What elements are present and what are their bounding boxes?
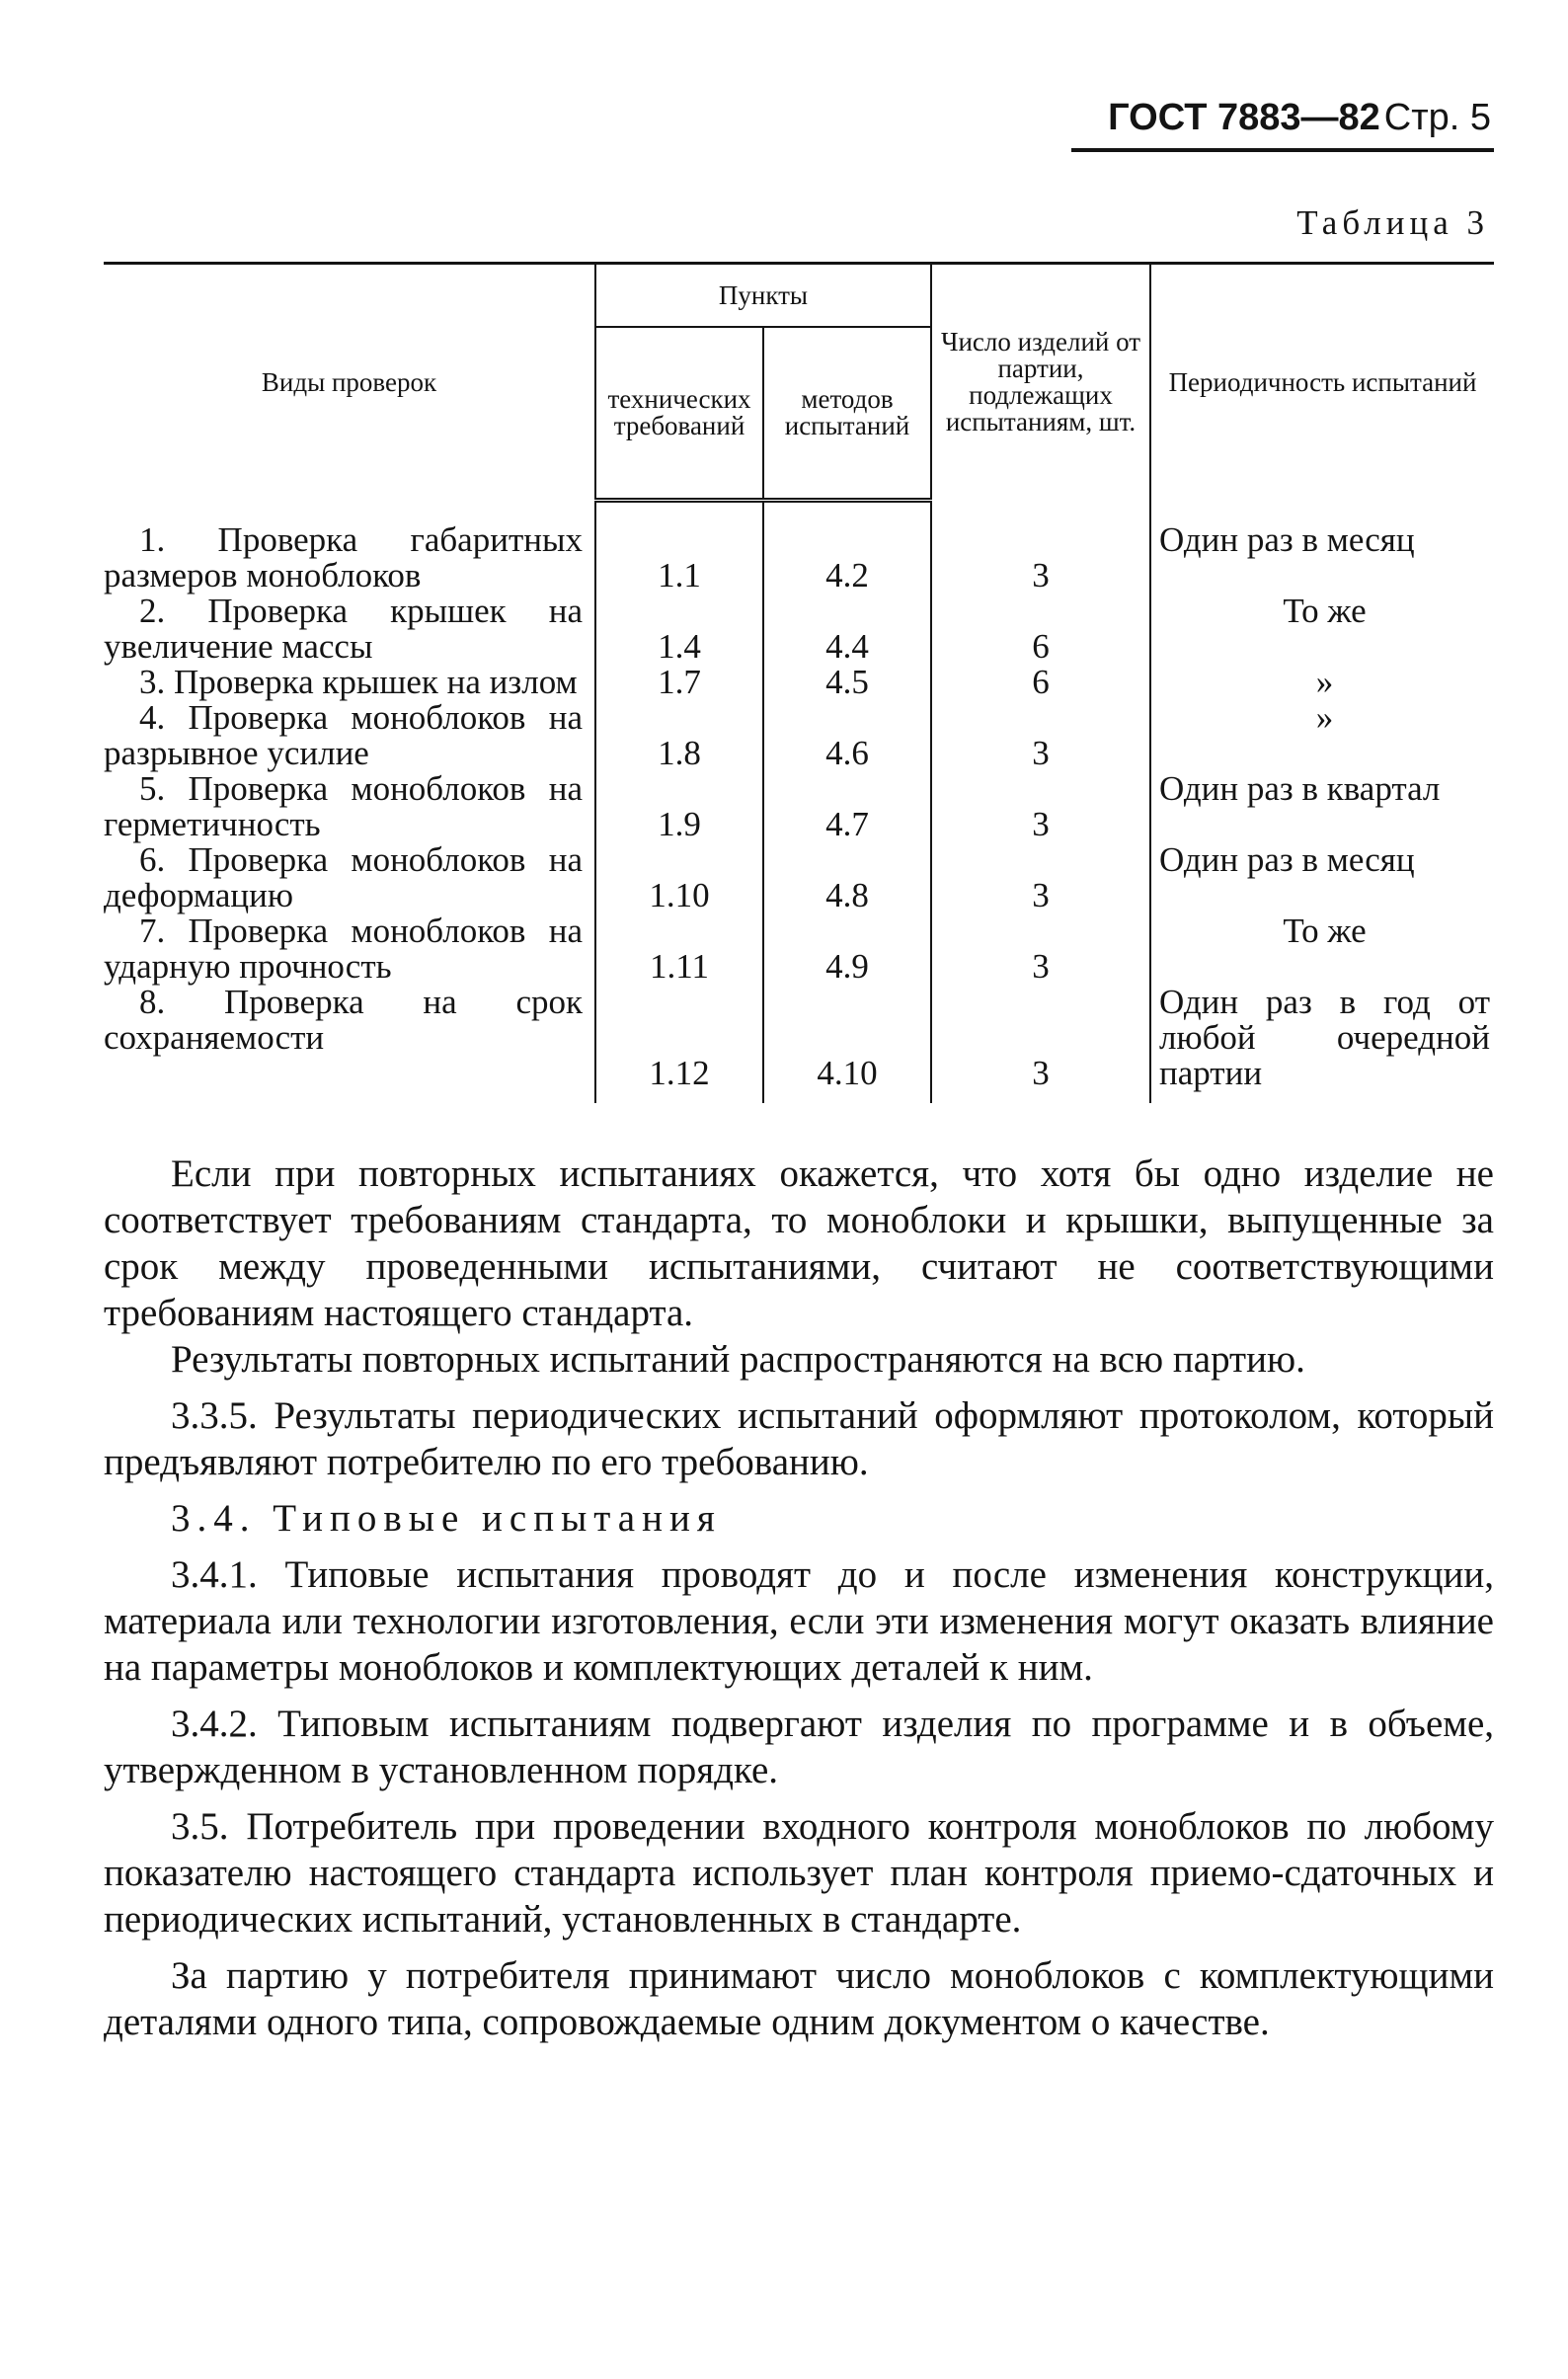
row-check-name: 1. Проверка габаритных размеров моноблоков [104,519,583,595]
row-check-name: 8. Проверка на срок сохраняемости [104,982,583,1057]
row-method-point: 4.4 [763,594,931,665]
section-heading-3-4: 3.4. Типовые испытания [171,1497,722,1540]
row-check-name: 2. Проверка крышек на увеличение массы [104,591,583,666]
row-tech-point: 1.4 [595,594,763,665]
row-tech-point: 1.10 [595,842,763,913]
inspection-table [104,262,1494,1103]
row-method-point: 4.10 [763,985,931,1103]
row-periodicity: Один раз в месяц [1150,501,1494,594]
row-periodicity: То же [1150,594,1494,665]
page-number: Стр. 5 [1383,97,1491,138]
row-sample-count: 3 [931,501,1150,594]
row-periodicity: То же [1150,913,1494,985]
row-sample-count: 3 [931,700,1150,771]
table-row [104,594,1494,665]
col-header-periodicity: Периодичность испытаний [1150,264,1494,501]
row-method-point: 4.6 [763,700,931,771]
row-sample-count: 3 [931,913,1150,985]
row-sample-count: 6 [931,665,1150,700]
paragraph-3-4-1: 3.4.1. Типовые испытания проводят до и после изменения конструкции, материала или технологии изготовления, если эти изменения могут оказать влияние на параметры моноблоков и комплектующих деталей к ним. [104,1553,1494,1689]
col-header-test-methods: методов испытаний [763,327,931,501]
row-periodicity: Один раз в квартал [1150,771,1494,842]
table-row [104,985,1494,1103]
paragraph: За партию у потребителя принимают число моноблоков с комплектующими деталями одного типа, сопровождаемые одним документом о качестве. [104,1954,1494,2043]
paragraph-3-3-5: 3.3.5. Результаты периодических испытаний оформляют протоколом, который предъявляют потребителю по его требованию. [104,1394,1494,1483]
row-tech-point: 1.12 [595,985,763,1103]
row-sample-count: 3 [931,842,1150,913]
table-row [104,913,1494,985]
paragraph: Если при повторных испытаниях окажется, что хотя бы одно изделие не соответствует требованиям стандарта, то моноблоки и крышки, выпущенные за срок между проведенными испытаниями, считают не соответствующими требованиям настоящего стандарта. [104,1152,1494,1334]
standard-code: ГОСТ 7883—82 [1108,97,1380,138]
table-row [104,700,1494,771]
row-tech-point: 1.9 [595,771,763,842]
row-periodicity: Один раз в месяц [1150,842,1494,913]
header-rule [1071,148,1494,152]
row-check-name: 7. Проверка моноблоков на ударную прочность [104,911,583,986]
row-check-name: 5. Проверка моноблоков на герметичность [104,768,583,843]
row-method-point: 4.9 [763,913,931,985]
row-tech-point: 1.1 [595,501,763,594]
row-periodicity: » [1150,665,1494,700]
row-check-name: 3. Проверка крышек на излом [139,662,578,701]
table-row [104,665,1494,700]
table-row [104,771,1494,842]
row-periodicity: Один раз в год от любой очередной партии [1150,985,1494,1103]
row-check-name: 4. Проверка моноблоков на разрывное усилие [104,697,583,772]
paragraph: Результаты повторных испытаний распространяются на всю партию. [171,1338,1305,1381]
row-tech-point: 1.8 [595,700,763,771]
row-check-name: 6. Проверка моноблоков на деформацию [104,839,583,914]
row-sample-count: 6 [931,594,1150,665]
body-text [104,1150,1494,2045]
row-sample-count: 3 [931,985,1150,1103]
col-header-tech-requirements: технических требований [595,327,763,501]
row-method-point: 4.8 [763,842,931,913]
table-row [104,501,1494,594]
row-method-point: 4.7 [763,771,931,842]
row-sample-count: 3 [931,771,1150,842]
page-header [1108,97,1491,139]
row-method-point: 4.5 [763,665,931,700]
paragraph-3-5: 3.5. Потребитель при проведении входного контроля моноблоков по любому показателю настоящего стандарта использует план контроля приемо-сдаточных и периодических испытаний, установленных в стандарте. [104,1805,1494,1941]
row-periodicity: » [1150,700,1494,771]
col-header-sample-count: Число изделий от партии, подлежащих испытаниям, шт. [931,264,1150,501]
col-header-check-types: Виды проверок [104,264,595,501]
paragraph-3-4-2: 3.4.2. Типовым испытаниям подвергают изделия по программе и в объеме, утвержденном в установленном порядке. [104,1703,1494,1791]
table-row [104,842,1494,913]
table-3 [104,262,1494,1103]
row-tech-point: 1.7 [595,665,763,700]
row-tech-point: 1.11 [595,913,763,985]
table-caption: Таблица 3 [1296,203,1489,242]
col-header-points: Пункты [595,264,931,328]
row-method-point: 4.2 [763,501,931,594]
